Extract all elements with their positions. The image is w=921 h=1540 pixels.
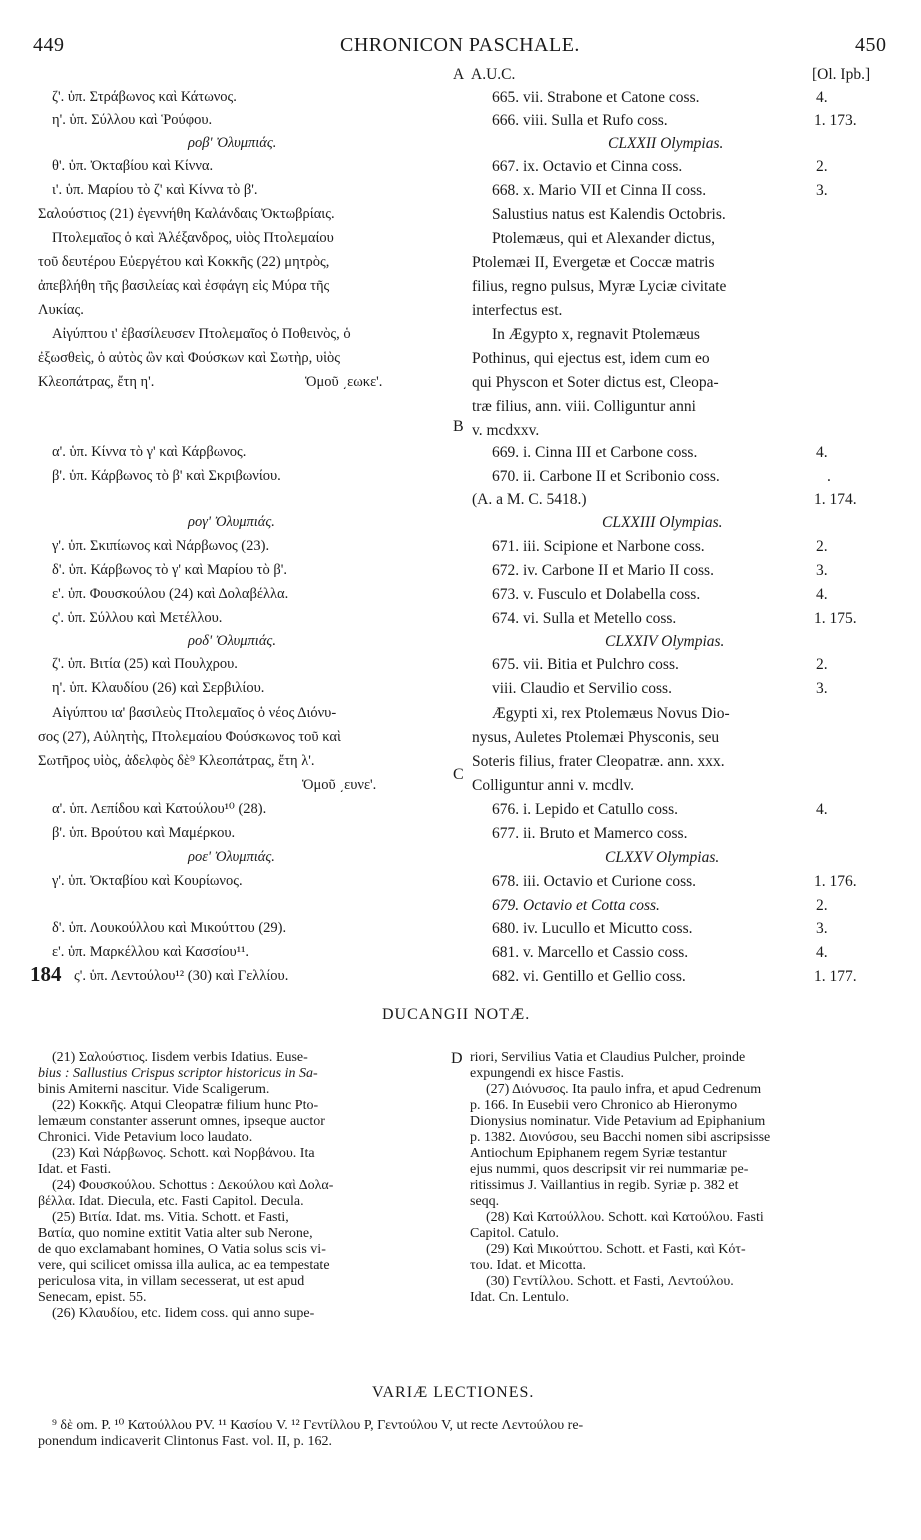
greek-line: α'. ὑπ. Λεπίδου καὶ Κατούλου¹⁰ (28).	[52, 801, 267, 817]
year-of-olympiad: 1. 174.	[814, 491, 857, 508]
greek-line: ζ'. ὑπ. Στράβωνος καὶ Κάτωνος.	[52, 89, 237, 105]
latin-line: 674. vi. Sulla et Metello coss.	[492, 610, 677, 627]
latin-line: viii. Claudio et Servilio coss.	[492, 680, 672, 697]
greek-line: Σαλούστιος (21) ἐγεννήθη Καλάνδαις Ὀκτωβρίαις.	[38, 206, 335, 222]
year-of-olympiad: .	[827, 468, 831, 485]
margin-letter-c: C	[453, 766, 464, 783]
auc-heading: A.U.C.	[471, 66, 516, 83]
notes-title: DUCANGII NOTÆ.	[382, 1006, 531, 1023]
latin-line: Pothinus, qui ejectus est, idem cum eo	[472, 350, 710, 367]
note-line: Senecam, epist. 55.	[38, 1290, 147, 1305]
greek-line: Αἰγύπτου ια' βασιλεὺς Πτολεμαῖος ὁ νέος Διόνυ-	[52, 705, 337, 721]
note-line: lemæum constanter asserunt omnes, ipseque auctor	[38, 1114, 325, 1129]
latin-line: 666. viii. Sulla et Rufo coss.	[492, 112, 668, 129]
note-line: vere, qui scilicet omissa illa aulica, ac ea tempestate	[38, 1258, 330, 1273]
year-of-olympiad: 4.	[816, 444, 828, 461]
note-line: Chronici. Vide Petavium loco laudato.	[38, 1130, 253, 1145]
latin-olympiad-heading: CLXXIV Olympias.	[605, 633, 725, 650]
latin-line: 679. Octavio et Cotta coss.	[492, 897, 660, 914]
greek-line: δ'. ὑπ. Λουκούλλου καὶ Μικούττου (29).	[52, 920, 287, 936]
latin-line: 676. i. Lepido et Catullo coss.	[492, 801, 678, 818]
note-line: ritissimus J. Vaillantius in regib. Syriæ p. 382 et	[470, 1178, 739, 1193]
latin-line: In Ægypto x, regnavit Ptolemæus	[492, 326, 700, 343]
note-line: (30) Γεντίλλου. Schott. et Fasti, Λεντούλου.	[486, 1274, 734, 1289]
year-of-olympiad: 4.	[816, 586, 828, 603]
greek-line: η'. ὑπ. Σύλλου καὶ Ῥούφου.	[52, 112, 213, 128]
latin-line: 669. i. Cinna III et Carbone coss.	[492, 444, 698, 461]
greek-line: α'. ὑπ. Κίννα τὸ γ' καὶ Κάρβωνος.	[52, 444, 247, 460]
note-line: Antiochum Epiphanem regem Syriæ testantur	[470, 1146, 727, 1161]
year-of-olympiad: 3.	[816, 182, 828, 199]
greek-line: Πτολεμαῖος ὁ καὶ Ἀλέξανδρος, υἱὸς Πτολεμαίου	[52, 230, 334, 246]
greek-line: β'. ὑπ. Κάρβωνος τὸ β' καὶ Σκριβωνίου.	[52, 468, 281, 484]
note-line: (28) Καὶ Κατούλλου. Schott. καὶ Κατούλου. Fasti	[486, 1210, 764, 1225]
greek-olympiad-heading: ρογ' Ὀλυμπιάς.	[188, 514, 275, 530]
greek-line: ζ'. ὑπ. Βιτία (25) καὶ Πουλχρου.	[52, 656, 238, 672]
note-line: periculosa vita, in villam secesserat, ut est apud	[38, 1274, 305, 1289]
latin-line: 677. ii. Bruto et Mamerco coss.	[492, 825, 688, 842]
latin-line: filius, regno pulsus, Myræ Lyciæ civitate	[472, 278, 727, 295]
latin-line: 680. iv. Lucullo et Micutto coss.	[492, 920, 693, 937]
latin-olympiad-heading: CLXXIII Olympias.	[602, 514, 723, 531]
latin-line: 675. vii. Bitia et Pulchro coss.	[492, 656, 679, 673]
latin-line: Colliguntur anni v. mcdlv.	[472, 777, 635, 794]
running-title: CHRONICON PASCHALE.	[340, 34, 580, 56]
greek-line: γ'. ὑπ. Ὀκταβίου καὶ Κουρίωνος.	[52, 873, 243, 889]
year-of-olympiad: 1. 173.	[814, 112, 857, 129]
note-line: (29) Καὶ Μικούττου. Schott. et Fasti, καὶ Κότ-	[486, 1242, 746, 1257]
latin-line: Soteris filius, frater Cleopatræ. ann. xxx.	[472, 753, 725, 770]
greek-line: σος (27), Αὐλητὴς, Πτολεμαίου Φούσκωνος τοῦ καὶ	[38, 729, 341, 745]
year-of-olympiad: 2.	[816, 158, 828, 175]
greek-line: ἐξωσθεὶς, ὁ αὐτὸς ὢν καὶ Φούσκων καὶ Σωτὴρ, υἱὸς	[38, 350, 340, 366]
margin-letter-b: B	[453, 418, 464, 435]
greek-line: η'. ὑπ. Κλαυδίου (26) καὶ Σερβιλίου.	[52, 680, 265, 696]
greek-line: Αἰγύπτου ι' ἐβασίλευσεν Πτολεμαῖος ὁ Ποθεινὸς, ὁ	[52, 326, 351, 342]
note-line: του. Idat. et Micotta.	[470, 1258, 586, 1273]
latin-line: interfectus est.	[472, 302, 563, 319]
note-line: p. 166. In Eusebii vero Chronico ab Hieronymo	[470, 1098, 738, 1113]
latin-line: 667. ix. Octavio et Cinna coss.	[492, 158, 683, 175]
greek-line: Κλεοπάτρας, ἔτη η'.	[38, 374, 155, 390]
latin-line: 681. v. Marcello et Cassio coss.	[492, 944, 689, 961]
latin-line: Salustius natus est Kalendis Octobris.	[492, 206, 726, 223]
greek-line: ε'. ὑπ. Μαρκέλλου καὶ Κασσίου¹¹.	[52, 944, 250, 960]
latin-line: 673. v. Fusculo et Dolabella coss.	[492, 586, 701, 603]
year-of-olympiad: 1. 175.	[814, 610, 857, 627]
greek-olympiad-heading: ροδ' Ὀλυμπιάς.	[188, 633, 276, 649]
year-of-olympiad: 3.	[816, 920, 828, 937]
greek-line: ε'. ὑπ. Φουσκούλου (24) καὶ Δολαβέλλα.	[52, 586, 289, 602]
latin-line: træ filius, ann. viii. Colliguntur anni	[472, 398, 696, 415]
year-of-olympiad: 1. 176.	[814, 873, 857, 890]
note-line: (26) Κλαυδίου, etc. Iidem coss. qui anno supe-	[52, 1306, 315, 1321]
greek-line: β'. ὑπ. Βρούτου καὶ Μαμέρκου.	[52, 825, 236, 841]
note-line: seqq.	[470, 1194, 500, 1209]
page-number-right: 450	[855, 34, 887, 56]
latin-line: 671. iii. Scipione et Narbone coss.	[492, 538, 705, 555]
variant-line: ponendum indicaverit Clintonus Fast. vol. II, p. 162.	[38, 1434, 332, 1449]
latin-line: 682. vi. Gentillo et Gellio coss.	[492, 968, 686, 985]
greek-total: Ὁμοῦ ͵ευνε'.	[302, 777, 377, 793]
greek-line: τοῦ δευτέρου Εὐεργέτου καὶ Κοκκῆς (22) μητρὸς,	[38, 254, 330, 270]
note-line: bius : Sallustius Crispus scriptor historicus in Sa-	[38, 1066, 318, 1081]
note-line: (21) Σαλούστιος. Iisdem verbis Idatius. Euse-	[52, 1050, 308, 1065]
greek-line: Λυκίας.	[38, 302, 84, 318]
greek-line: γ'. ὑπ. Σκιπίωνος καὶ Νάρβωνος (23).	[52, 538, 270, 554]
greek-line: ς'. ὑπ. Λεντούλου¹² (30) καὶ Γελλίου.	[74, 968, 289, 984]
greek-line: ἀπεβλήθη τῆς βασιλείας καὶ ἐσφάγη εἰς Μύρα τῆς	[38, 278, 330, 294]
year-of-olympiad: 1. 177.	[814, 968, 857, 985]
note-line: Βατία, quo nomine extitit Vatia alter sub Nerone,	[38, 1226, 313, 1241]
greek-olympiad-heading: ροβ' Ὀλυμπιάς.	[188, 135, 277, 151]
note-line: (23) Καὶ Νάρβωνος. Schott. καὶ Νορβάνου. Ita	[52, 1146, 315, 1161]
latin-line: 665. vii. Strabone et Catone coss.	[492, 89, 700, 106]
olympiad-heading: [Ol. Ipb.]	[812, 66, 871, 83]
latin-line: qui Physcon et Soter dictus est, Cleopa-	[472, 374, 719, 391]
year-of-olympiad: 4.	[816, 801, 828, 818]
note-line: riori, Servilius Vatia et Claudius Pulcher, proinde	[470, 1050, 746, 1065]
variant-line: ⁹ δὲ om. P. ¹⁰ Κατούλλου PV. ¹¹ Κασίου V. ¹² Γεντίλλου P, Γεντούλου V, ut recte Λεντούλου re-	[52, 1418, 584, 1433]
page-marker-184: 184	[30, 962, 62, 986]
note-line: (22) Κοκκῆς. Atqui Cleopatræ filium hunc Pto-	[52, 1098, 319, 1113]
latin-olympiad-heading: CLXXV Olympias.	[605, 849, 720, 866]
greek-total: Ὁμοῦ ͵εωκε'.	[305, 374, 383, 390]
latin-line: (A. a M. C. 5418.)	[472, 491, 587, 508]
greek-line: Σωτῆρος υἱὸς, ἀδελφὸς δὲ⁹ Κλεοπάτρας, ἔτη λ'.	[38, 753, 315, 769]
year-of-olympiad: 2.	[816, 897, 828, 914]
year-of-olympiad: 4.	[816, 89, 828, 106]
note-line: de quo exclamabant homines, O Vatia solus scis vi-	[38, 1242, 326, 1257]
note-line: Idat. et Fasti.	[38, 1162, 112, 1177]
greek-olympiad-heading: ροε' Ὀλυμπιάς.	[188, 849, 275, 865]
page-number-left: 449	[33, 34, 65, 56]
year-of-olympiad: 3.	[816, 562, 828, 579]
margin-letter-d: D	[451, 1050, 463, 1067]
latin-line: 672. iv. Carbone II et Mario II coss.	[492, 562, 714, 579]
latin-line: 670. ii. Carbone II et Scribonio coss.	[492, 468, 720, 485]
greek-line: δ'. ὑπ. Κάρβωνος τὸ γ' καὶ Μαρίου τὸ β'.	[52, 562, 287, 578]
latin-line: 668. x. Mario VII et Cinna II coss.	[492, 182, 707, 199]
note-line: Dionysius nominatur. Vide Petavium ad Epiphanium	[470, 1114, 766, 1129]
margin-letter-a: A	[453, 66, 465, 83]
latin-line: nysus, Auletes Ptolemæi Physconis, seu	[472, 729, 720, 746]
year-of-olympiad: 4.	[816, 944, 828, 961]
latin-line: Ptolemæi II, Evergetæ et Coccæ matris	[472, 254, 715, 271]
note-line: p. 1382. Διονύσου, seu Bacchi nomen sibi ascripsisse	[470, 1130, 771, 1145]
greek-line: θ'. ὑπ. Ὀκταβίου καὶ Κίννα.	[52, 158, 214, 174]
year-of-olympiad: 3.	[816, 680, 828, 697]
latin-olympiad-heading: CLXXII Olympias.	[608, 135, 724, 152]
note-line: (27) Διόνυσος. Ita paulo infra, et apud Cedrenum	[486, 1082, 762, 1097]
year-of-olympiad: 2.	[816, 656, 828, 673]
latin-line: Ægypti xi, rex Ptolemæus Novus Dio-	[492, 705, 730, 722]
latin-line: Ptolemæus, qui et Alexander dictus,	[492, 230, 716, 247]
latin-line: v. mcdxxv.	[472, 422, 540, 439]
note-line: binis Amiterni nascitur. Vide Scaligerum.	[38, 1082, 270, 1097]
note-line: βέλλα. Idat. Diecula, etc. Fasti Capitol. Decula.	[38, 1194, 304, 1209]
greek-line: ς'. ὑπ. Σύλλου καὶ Μετέλλου.	[52, 610, 223, 626]
note-line: (25) Βιτία. Idat. ms. Vitia. Schott. et Fasti,	[52, 1210, 289, 1225]
note-line: expungendi ex hisce Fastis.	[470, 1066, 624, 1081]
latin-line: 678. iii. Octavio et Curione coss.	[492, 873, 697, 890]
note-line: Idat. Cn. Lentulo.	[470, 1290, 570, 1305]
year-of-olympiad: 2.	[816, 538, 828, 555]
note-line: (24) Φουσκούλου. Schottus : Δεκούλου καὶ Δολα-	[52, 1178, 334, 1193]
note-line: Capitol. Catulo.	[470, 1226, 560, 1241]
greek-line: ι'. ὑπ. Μαρίου τὸ ζ' καὶ Κίννα τὸ β'.	[52, 182, 258, 198]
variae-title: VARIÆ LECTIONES.	[372, 1384, 535, 1401]
note-line: ejus nummi, quos descripsit vir rei nummariæ pe-	[470, 1162, 749, 1177]
